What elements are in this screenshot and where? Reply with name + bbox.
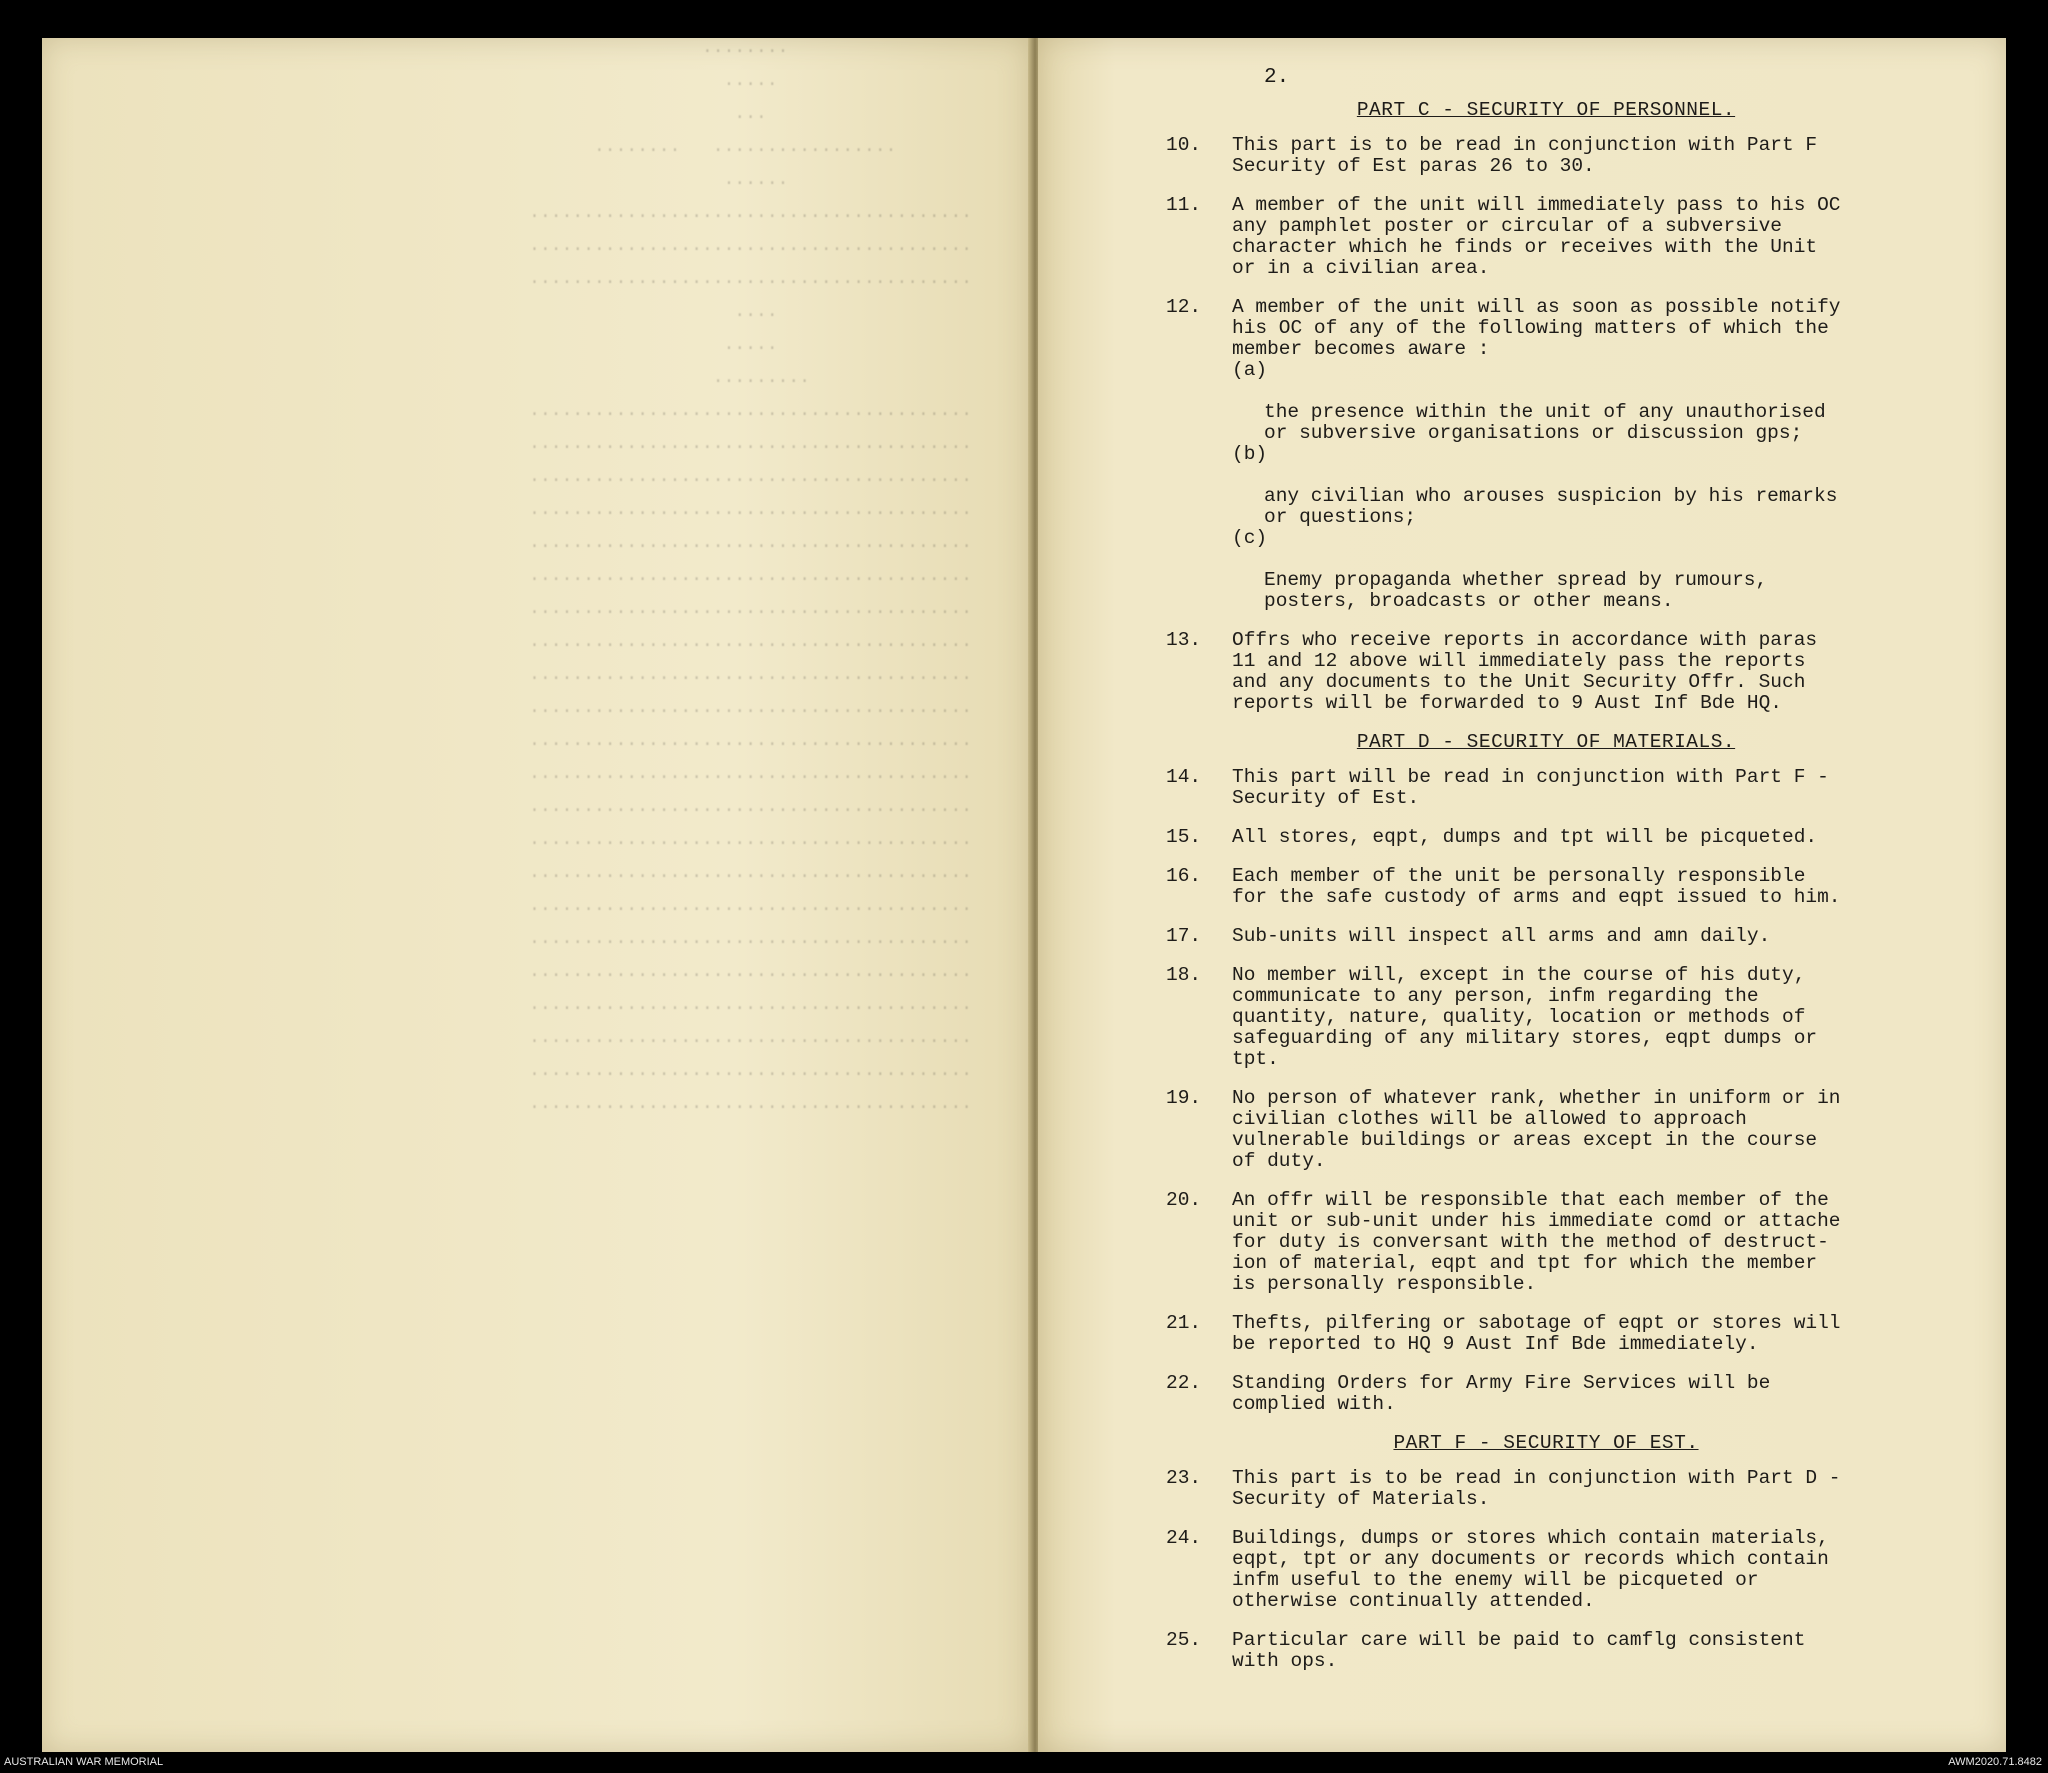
sub-item-text: any civilian who arouses suspicion by his remarks or questions; bbox=[1264, 485, 1838, 528]
paragraph-number: 24. bbox=[1166, 1527, 1202, 1549]
paragraph-text: Sub-units will inspect all arms and amn daily. bbox=[1232, 925, 1771, 947]
paragraph-number: 18. bbox=[1166, 964, 1202, 986]
paragraph bbox=[1166, 1630, 1926, 1672]
paragraph bbox=[1166, 1190, 1926, 1295]
paragraph-text: All stores, eqpt, dumps and tpt will be picqueted. bbox=[1232, 826, 1818, 848]
paragraph-text: Thefts, pilfering or sabotage of eqpt or stores will be reported to HQ 9 Aust Inf Bde immediately. bbox=[1232, 1312, 1841, 1355]
accession-number: AWM2020.71.8482 bbox=[1948, 1756, 2042, 1768]
paragraph-number: 13. bbox=[1166, 629, 1202, 651]
paragraph-number: 19. bbox=[1166, 1087, 1202, 1109]
bleed-through-text: ........ ..... ... ................. ........ ...... ......................................... ......................................... ......................................... .... ..... ......... ......................................... ......................................... ......................................... ......................................... ......................................... ......................................... ......................................... ......................................... ......................................... ......................................... ......................................... ......................................... ......................................... ......................................... ......................................... ......................................... ......................................... ......................................... ......................................... ......................................... ......................................... ......................................... bbox=[529, 38, 972, 1114]
paragraph bbox=[1166, 827, 1926, 848]
paragraph-text: Each member of the unit be personally responsible for the safe custody of arms and eqpt issued to him. bbox=[1232, 865, 1841, 908]
paragraph-number: 11. bbox=[1166, 194, 1202, 216]
paragraph bbox=[1166, 1088, 1926, 1172]
paragraph-number: 17. bbox=[1166, 925, 1202, 947]
paragraph bbox=[1166, 297, 1926, 612]
paragraph-text: Particular care will be paid to camflg consistent with ops. bbox=[1232, 1629, 1806, 1672]
paragraph bbox=[1166, 1373, 1926, 1415]
paragraph bbox=[1166, 965, 1926, 1070]
sub-item bbox=[1232, 444, 1926, 528]
sub-item-label: (c) bbox=[1232, 527, 1268, 549]
paragraph-text: This part is to be read in conjunction with Part F Security of Est paras 26 to 30. bbox=[1232, 134, 1818, 177]
paragraph-number: 23. bbox=[1166, 1467, 1202, 1489]
paragraph-text: A member of the unit will as soon as possible notify his OC of any of the following matters of which the member becomes aware : bbox=[1232, 296, 1841, 360]
paragraph-text: Offrs who receive reports in accordance with paras 11 and 12 above will immediately pass the reports and any documents to the Unit Security Offr. Such reports will be forwarded to 9 Aust Inf Bde HQ. bbox=[1232, 629, 1818, 714]
paragraph-number: 25. bbox=[1166, 1629, 1202, 1651]
typed-orders bbox=[1166, 100, 1926, 1690]
section-heading: PART D - SECURITY OF MATERIALS. bbox=[1356, 731, 1736, 753]
page-number: 2. bbox=[1264, 66, 1290, 89]
paragraph-number: 16. bbox=[1166, 865, 1202, 887]
paragraph-text: No person of whatever rank, whether in uniform or in civilian clothes will be allowed to approach vulnerable buildings or areas except in the course of duty. bbox=[1232, 1087, 1841, 1172]
paragraph-number: 21. bbox=[1166, 1312, 1202, 1334]
archive-caption: AUSTRALIAN WAR MEMORIAL bbox=[4, 1756, 164, 1768]
paragraph-text: A member of the unit will immediately pass to his OC any pamphlet poster or circular of a subversive character which he finds or receives with the Unit or in a civilian area. bbox=[1232, 194, 1841, 279]
paragraph bbox=[1166, 767, 1926, 809]
paragraph bbox=[1166, 1528, 1926, 1612]
paragraph bbox=[1166, 195, 1926, 279]
section-heading: PART F - SECURITY OF EST. bbox=[1393, 1432, 1699, 1454]
paragraph-number: 10. bbox=[1166, 134, 1202, 156]
left-page bbox=[42, 38, 1030, 1752]
paragraph-number: 12. bbox=[1166, 296, 1202, 318]
paragraph-number: 20. bbox=[1166, 1189, 1202, 1211]
paragraph-number: 14. bbox=[1166, 766, 1202, 788]
paragraph-text: This part will be read in conjunction with Part F - Security of Est. bbox=[1232, 766, 1829, 809]
paragraph bbox=[1166, 630, 1926, 714]
sub-item-text: Enemy propaganda whether spread by rumours, posters, broadcasts or other means. bbox=[1264, 569, 1768, 612]
section-heading: PART C - SECURITY OF PERSONNEL. bbox=[1356, 99, 1736, 121]
paragraph-number: 22. bbox=[1166, 1372, 1202, 1394]
paragraph bbox=[1166, 926, 1926, 947]
sub-item bbox=[1232, 528, 1926, 612]
sub-item bbox=[1232, 360, 1926, 444]
sub-item-text: the presence within the unit of any unauthorised or subversive organisations or discussion gps; bbox=[1264, 401, 1826, 444]
paragraph-text: Buildings, dumps or stores which contain materials, eqpt, tpt or any documents or records which contain infm useful to the enemy will be picqueted or otherwise continually attended. bbox=[1232, 1527, 1829, 1612]
paragraph bbox=[1166, 135, 1926, 177]
paragraph-text: An offr will be responsible that each member of the unit or sub-unit under his immediate comd or attache for duty is conversant with the method of destruct- ion of material, eqpt and tpt for which the member is personally responsible. bbox=[1232, 1189, 1841, 1295]
sub-item-label: (a) bbox=[1232, 359, 1268, 381]
paragraph-number: 15. bbox=[1166, 826, 1202, 848]
paragraph-text: Standing Orders for Army Fire Services will be complied with. bbox=[1232, 1372, 1771, 1415]
paragraph bbox=[1166, 1313, 1926, 1355]
paragraph bbox=[1166, 866, 1926, 908]
paragraph-text: No member will, except in the course of his duty, communicate to any person, infm regarding the quantity, nature, quality, location or methods of safeguarding of any military stores, eqpt dumps or tpt. bbox=[1232, 964, 1818, 1070]
paragraph bbox=[1166, 1468, 1926, 1510]
paragraph-text: This part is to be read in conjunction with Part D - Security of Materials. bbox=[1232, 1467, 1841, 1510]
sub-item-label: (b) bbox=[1232, 443, 1268, 465]
